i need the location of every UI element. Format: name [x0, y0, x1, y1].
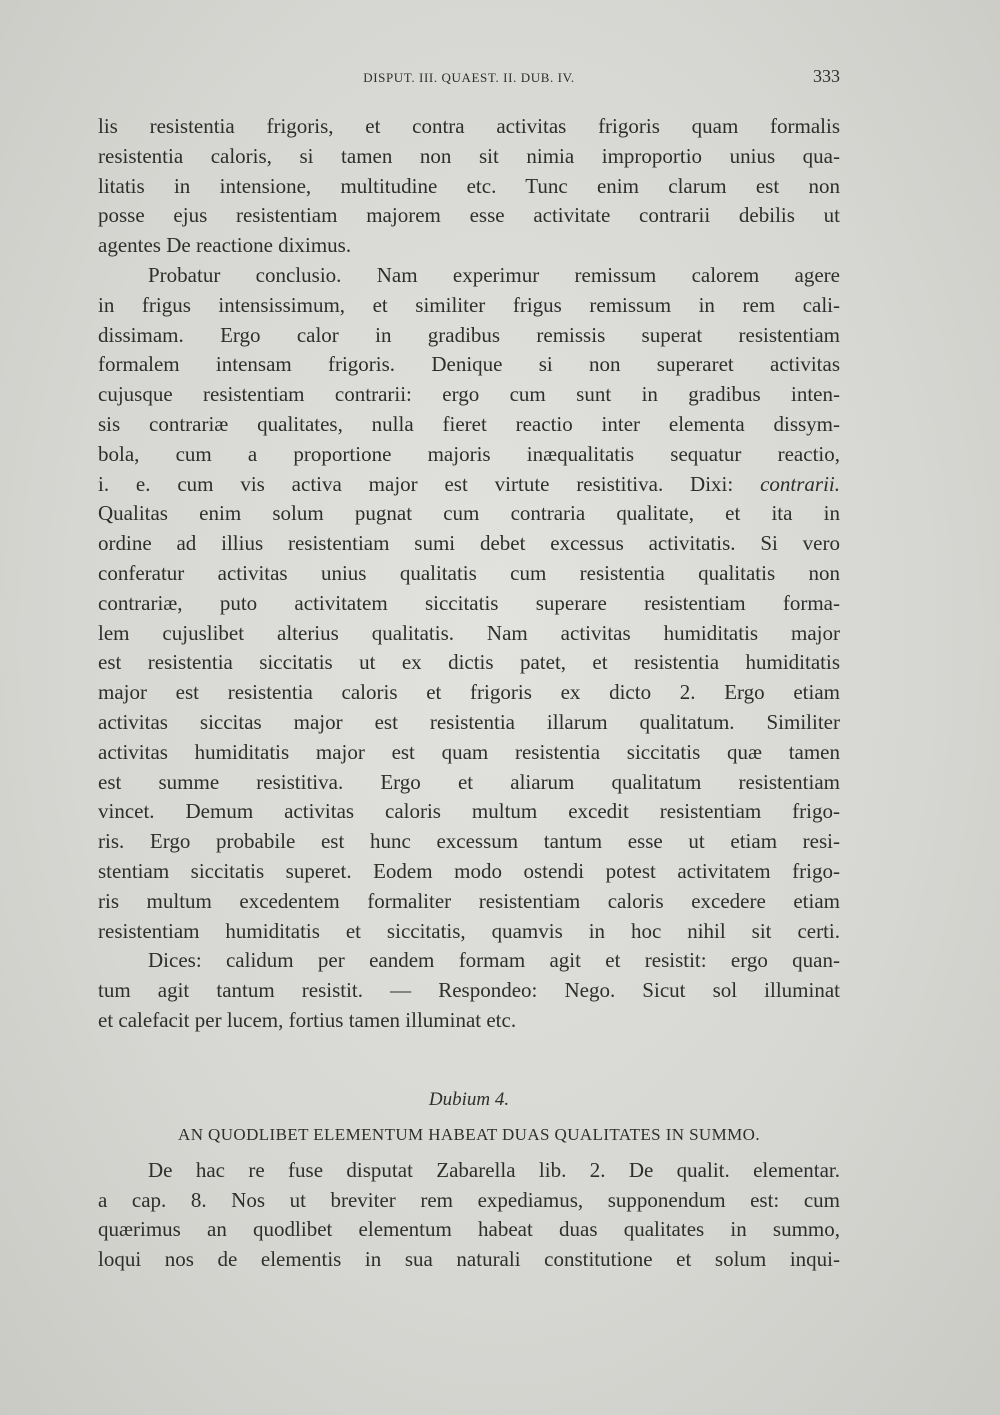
section-gap [98, 1036, 840, 1080]
text-line: ris. Ergo probabile est hunc excessum tantum esse ut etiam resi- [98, 829, 840, 854]
text-line: quærimus an quodlibet elementum habeat duas qualitates in summo, [98, 1217, 840, 1242]
text-line: lis resistentia frigoris, et contra activitas frigoris quam formalis [98, 114, 840, 138]
text-line: cujusque resistentiam contrarii: ergo cum sunt in gradibus inten- [98, 382, 840, 407]
running-title: DISPUT. III. QUAEST. II. DUB. IV. [363, 70, 575, 85]
text-line-with-italic [98, 470, 840, 500]
text-line: contrariæ, puto activitatem siccitatis superare resistentiam forma- [98, 590, 840, 615]
page-number: 333 [813, 66, 840, 86]
text-line: est resistentia siccitatis ut ex dictis patet, et resistentia humiditatis [98, 650, 840, 675]
text-line: lem cujuslibet alterius qualitatis. Nam activitas humiditatis major [98, 620, 840, 645]
text-line: ordine ad illius resistentiam sumi debet excessus activitatis. Si vero [98, 531, 840, 556]
text-line: dissimam. Ergo calor in gradibus remissis superat resistentiam [98, 322, 840, 347]
dubium-heading: AN QUODLIBET ELEMENTUM HABEAT DUAS QUALITATES IN SUMMO. [178, 1124, 760, 1144]
text-line: a cap. 8. Nos ut breviter rem expediamus, supponendum est: cum [98, 1187, 840, 1212]
text-line: major est resistentia caloris et frigoris ex dicto 2. Ergo etiam [98, 680, 840, 705]
text-line: ris multum excedentem formaliter resistentiam caloris excedere etiam [98, 888, 840, 913]
text-line: litatis in intensione, multitudine etc. Tunc enim clarum est non [98, 173, 840, 198]
text-line: activitas siccitas major est resistentia illarum qualitatum. Similiter [98, 709, 840, 734]
running-head [98, 64, 840, 94]
text-segment: i. e. cum vis activa major est virtute resistitiva. Dixi: [98, 471, 761, 496]
text-line: loqui nos de elementis in sua naturali constitutione et solum inqui- [98, 1247, 840, 1272]
text-line: Qualitas enim solum pugnat cum contraria qualitate, et ita in [98, 501, 840, 526]
text-line: stentiam siccitatis superet. Eodem modo ostendi potest activitatem frigo- [98, 858, 840, 883]
text-line: tum agit tantum resistit. — Respondeo: Nego. Sicut sol illuminat [98, 978, 840, 1003]
text-line: vincet. Demum activitas caloris multum excedit resistentiam frigo- [98, 799, 840, 824]
italic-word: contrarii. [760, 471, 840, 496]
text-line: sis contrariæ qualitates, nulla fieret reactio inter elementa dissym- [98, 411, 840, 436]
text-line: et calefacit per lucem, fortius tamen illuminat etc. [98, 1007, 517, 1032]
text-line: formalem intensam frigoris. Denique si non superaret activitas [98, 352, 840, 377]
text-line: resistentia caloris, si tamen non sit nimia improportio unius qua- [98, 143, 840, 168]
text-line: agentes De reactione diximus. [98, 233, 352, 258]
text-line: Dices: calidum per eandem formam agit et resistit: ergo quan- [148, 948, 840, 973]
text-line: De hac re fuse disputat Zabarella lib. 2. De qualit. elementar. [148, 1157, 840, 1182]
text-line: posse ejus resistentiam majorem esse activitate contrarii debilis ut [98, 203, 840, 228]
text-line: conferatur activitas unius qualitatis cum resistentia qualitatis non [98, 560, 840, 585]
text-line: Probatur conclusio. Nam experimur remissum calorem agere [148, 262, 840, 287]
text-line: bola, cum a proportione majoris inæqualitatis sequatur reactio, [98, 441, 840, 466]
text-line: activitas humiditatis major est quam resistentia siccitatis quæ tamen [98, 739, 840, 764]
text-line: est summe resistitiva. Ergo et aliarum qualitatum resistentiam [98, 769, 840, 794]
text-line: in frigus intensissimum, et similiter frigus remissum in rem cali- [98, 292, 840, 317]
body-text [98, 112, 840, 1275]
text-line: resistentiam humiditatis et siccitatis, quamvis in hoc nihil sit certi. [98, 918, 840, 943]
dubium-title: Dubium 4. [428, 1088, 510, 1110]
